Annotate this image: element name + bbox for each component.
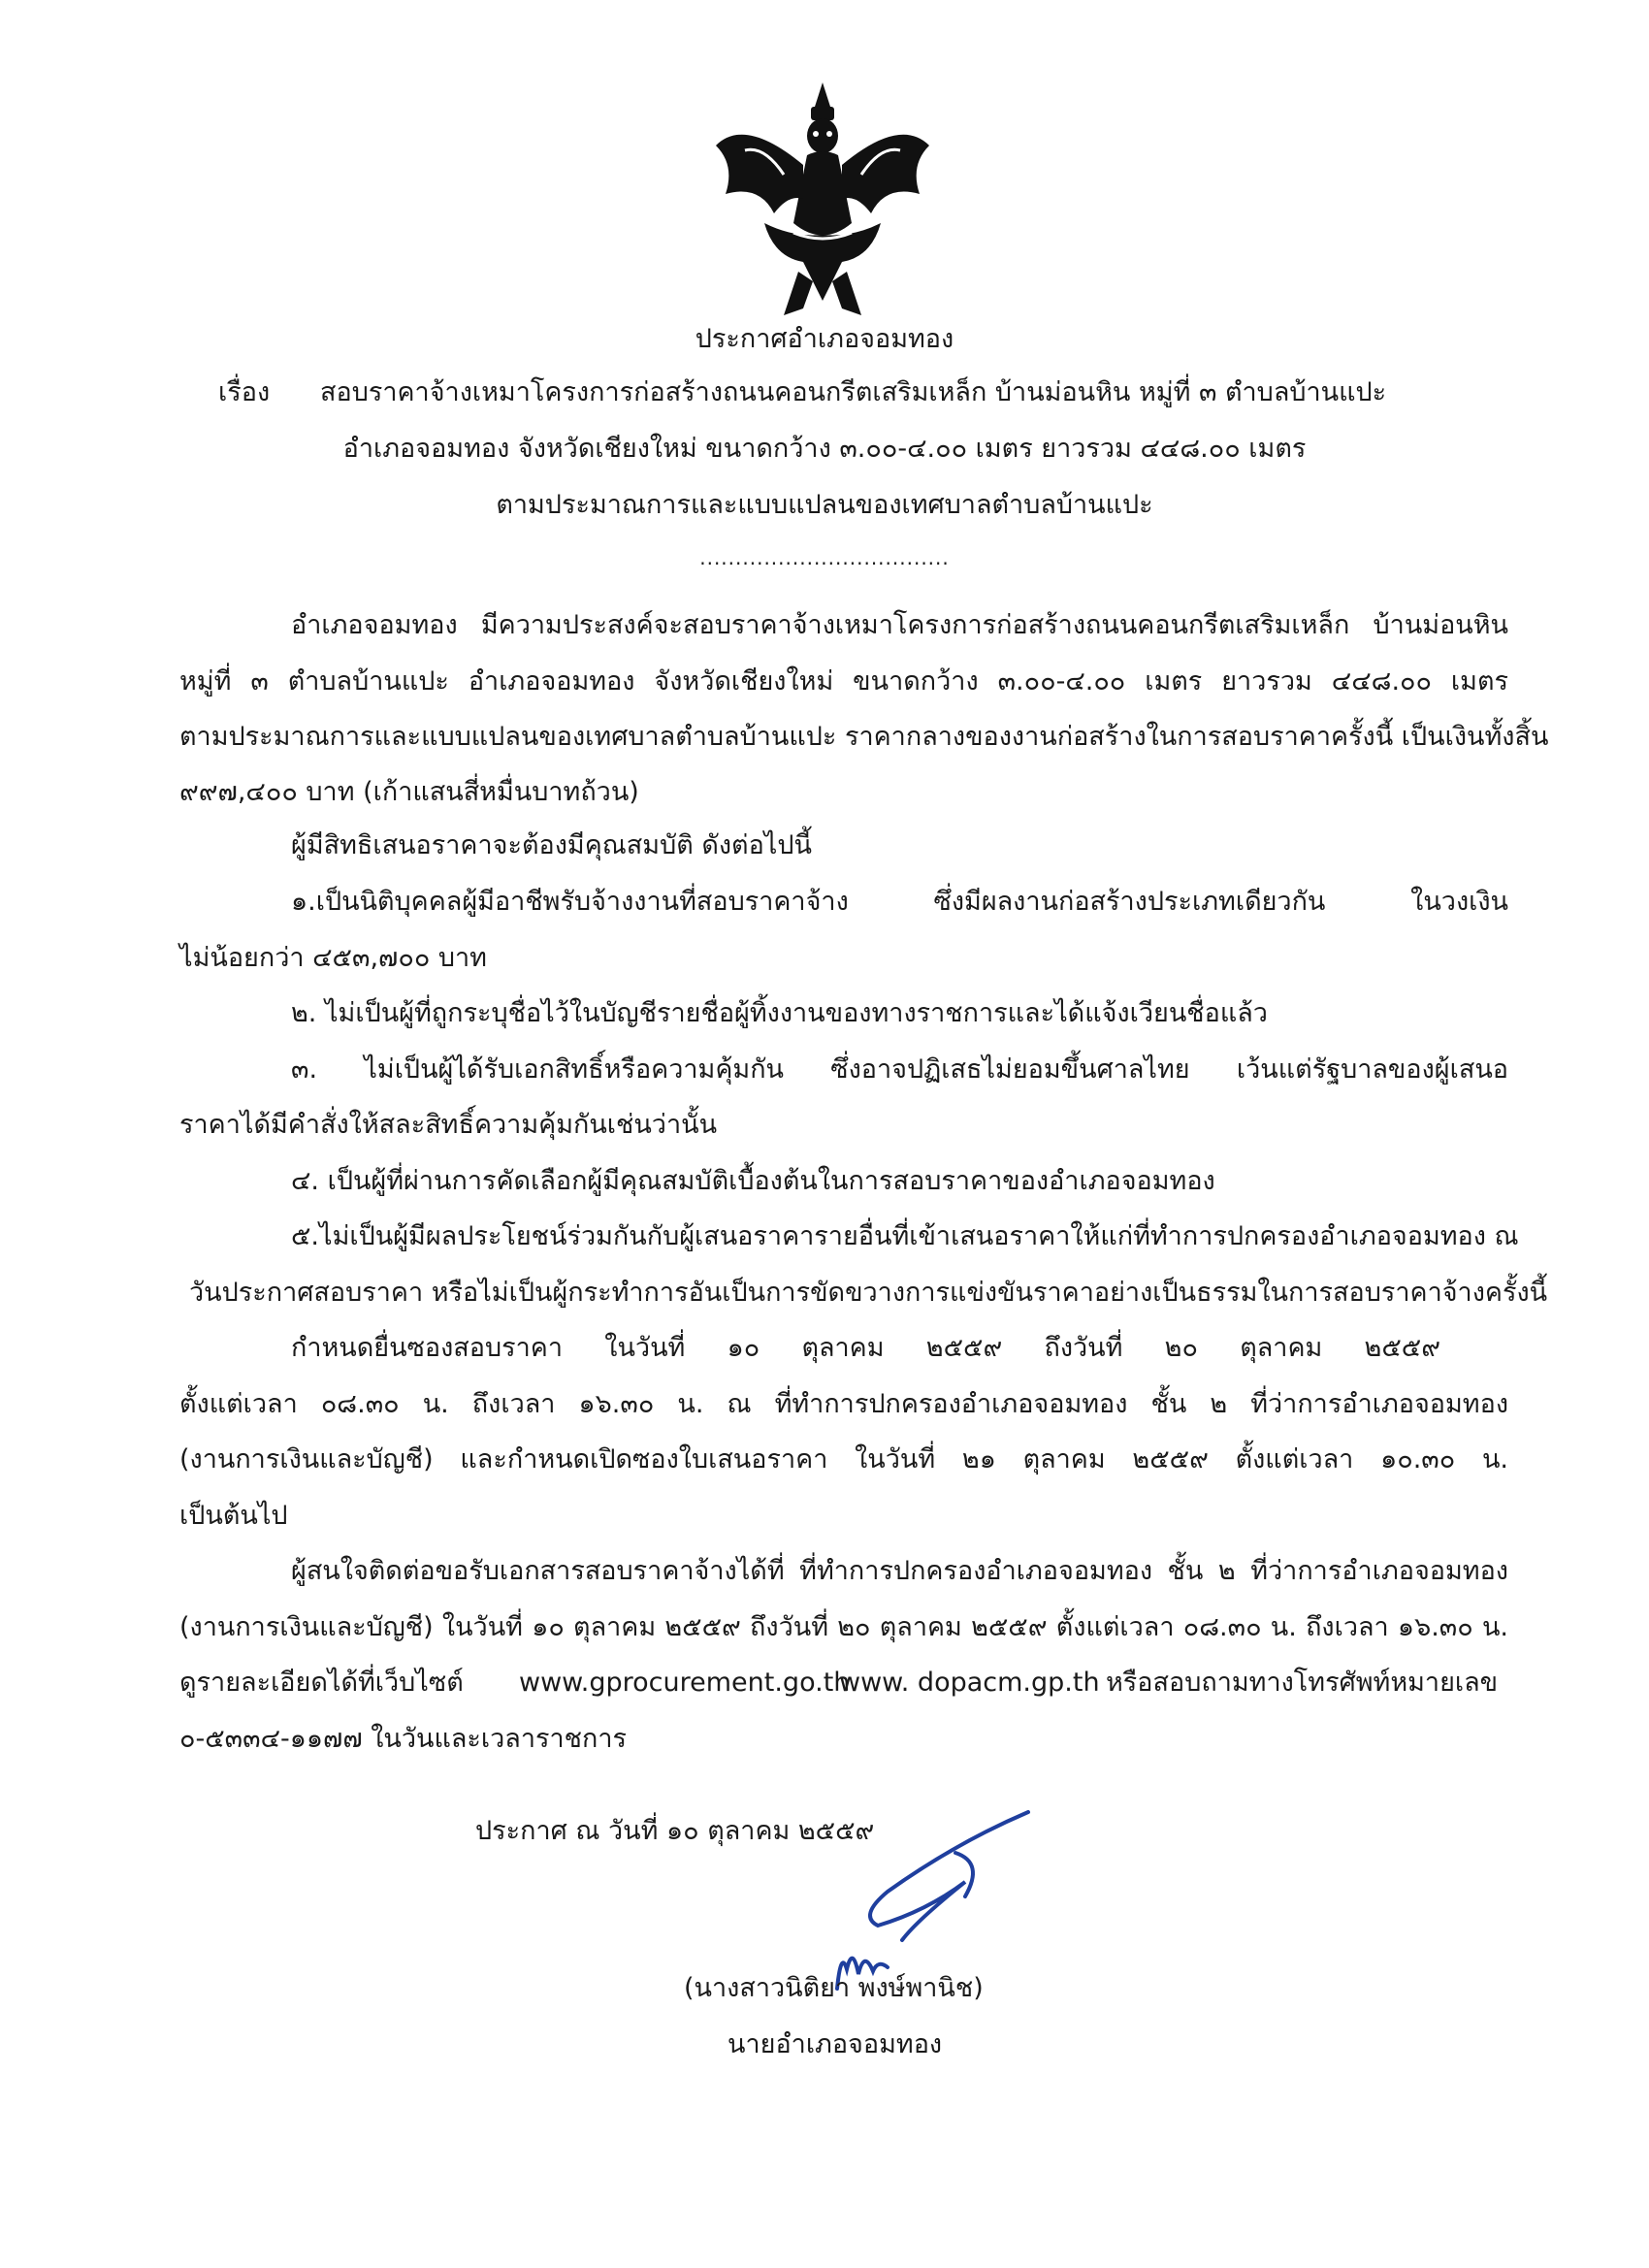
contact-line-2: (งานการเงินและบัญชี) ในวันที่ ๑๐ ตุลาคม ๒๕๕๙ ถึงวันที่ ๒๐ ตุลาคม ๒๕๕๙ ตั้งแต่เวลา ๐๘.๓๐ น. ถึงเวลา ๑๖.๓๐ น. [179, 1612, 1508, 1642]
contact-line-1: ผู้สนใจติดต่อขอรับเอกสารสอบราคาจ้างได้ที่ ที่ทำการปกครองอำเภอจอมทอง ชั้น ๒ ที่ว่าการอำเภอจอมทอง [291, 1556, 1508, 1586]
qualification-1-line-2: ไม่น้อยกว่า ๔๕๓,๗๐๐ บาท [179, 943, 487, 973]
schedule-line-1: กำหนดยื่นซองสอบราคา ในวันที่ ๑๐ ตุลาคม ๒๕๕๙ ถึงวันที่ ๒๐ ตุลาคม ๒๕๕๙ [291, 1333, 1440, 1363]
subject-line-3: ตามประมาณการและแบบแปลนของเทศบาลตำบลบ้านแปะ [496, 490, 1153, 520]
qualification-3-line-1: ๓. ไม่เป็นผู้ได้รับเอกสิทธิ์หรือความคุ้มกัน ซึ่งอาจปฏิเสธไม่ยอมขึ้นศาลไทย เว้นแต่รัฐบาลของผู้เสนอ [291, 1054, 1508, 1085]
body-paragraph-1-line-3: ตามประมาณการและแบบแปลนของเทศบาลตำบลบ้านแปะ ราคากลางของงานก่อสร้างในการสอบราคาครั้งนี้ เป็นเงินทั้งสิ้น [179, 722, 1549, 752]
body-paragraph-1-line-4: ๙๙๗,๔๐๐ บาท (เก้าแสนสี่หมื่นบาทถ้วน) [179, 777, 639, 807]
body-paragraph-1-line-2: หมู่ที่ ๓ ตำบลบ้านแปะ อำเภอจอมทอง จังหวัดเชียงใหม่ ขนาดกว้าง ๓.๐๐-๔.๐๐ เมตร ยาวรวม ๔๔๘.๐๐ เมตร [179, 666, 1508, 697]
subject-label: เรื่อง [218, 377, 271, 407]
separator-dots: ................................... [699, 546, 950, 569]
contact-phone-label: หรือสอบถามทางโทรศัพท์หมายเลข [1106, 1668, 1499, 1698]
qualification-3-line-2: ราคาได้มีคำสั่งให้สละสิทธิ์ความคุ้มกันเช่นว่านั้น [179, 1110, 718, 1140]
qualification-2: ๒. ไม่เป็นผู้ที่ถูกระบุชื่อไว้ในบัญชีรายชื่อผู้ทิ้งงานของทางราชการและได้แจ้งเวียนชื่อแล้ว [291, 998, 1268, 1028]
body-paragraph-1-line-1: อำเภอจอมทอง มีความประสงค์จะสอบราคาจ้างเหมาโครงการก่อสร้างถนนคอนกรีตเสริมเหล็ก บ้านม่อนหิน [291, 610, 1508, 640]
qualification-intro: ผู้มีสิทธิเสนอราคาจะต้องมีคุณสมบัติ ดังต่อไปนี้ [291, 830, 812, 860]
signer-name: (นางสาวนิติยา พงษ์พานิช) [684, 1973, 984, 2003]
schedule-line-4: เป็นต้นไป [179, 1501, 288, 1531]
announcement-title: ประกาศอำเภอจอมทอง [695, 324, 954, 354]
subject-line-2: อำเภอจอมทอง จังหวัดเชียงใหม่ ขนาดกว้าง ๓.๐๐-๔.๐๐ เมตร ยาวรวม ๔๔๘.๐๐ เมตร [342, 434, 1307, 464]
qualification-1-line-1: ๑.เป็นนิติบุคคลผู้มีอาชีพรับจ้างงานที่สอบราคาจ้าง ซึ่งมีผลงานก่อสร้างประเภทเดียวกัน ในวงเงิน [291, 887, 1508, 917]
schedule-line-3: (งานการเงินและบัญชี) และกำหนดเปิดซองใบเสนอราคา ในวันที่ ๒๑ ตุลาคม ๒๕๕๙ ตั้งแต่เวลา ๑๐.๓๐ น. [179, 1444, 1508, 1474]
website-link-gprocurement[interactable]: www.gprocurement.go.th [519, 1668, 851, 1698]
signer-position: นายอำเภอจอมทอง [728, 2029, 943, 2059]
website-link-dopacm[interactable]: www. dopacm.gp.th [839, 1668, 1100, 1698]
schedule-line-2: ตั้งแต่เวลา ๐๘.๓๐ น. ถึงเวลา ๑๖.๓๐ น. ณ ที่ทำการปกครองอำเภอจอมทอง ชั้น ๒ ที่ว่าการอำเภอจอมทอง [179, 1389, 1508, 1419]
subject-line-1: สอบราคาจ้างเหมาโครงการก่อสร้างถนนคอนกรีตเสริมเหล็ก บ้านม่อนหิน หมู่ที่ ๓ ตำบลบ้านแปะ [320, 377, 1387, 407]
qualification-5-line-1: ๕.ไม่เป็นผู้มีผลประโยชน์ร่วมกันกับผู้เสนอราคารายอื่นที่เข้าเสนอราคาให้แก่ที่ทำการปกครองอำเภอจอมทอง ณ [291, 1221, 1519, 1251]
qualification-4: ๔. เป็นผู้ที่ผ่านการคัดเลือกผู้มีคุณสมบัติเบื้องต้นในการสอบราคาของอำเภอจอมทอง [291, 1166, 1215, 1196]
qualification-5-line-2: วันประกาศสอบราคา หรือไม่เป็นผู้กระทำการอันเป็นการขัดขวางการแข่งขันราคาอย่างเป็นธรรมในการสอบราคาจ้างครั้งนี้ [189, 1278, 1548, 1308]
contact-website-label: ดูรายละเอียดได้ที่เว็บไซต์ [179, 1668, 464, 1698]
announce-date: ประกาศ ณ วันที่ ๑๐ ตุลาคม ๒๕๕๙ [475, 1816, 875, 1846]
contact-line-4: ๐-๕๓๓๔-๑๑๗๗ ในวันและเวลาราชการ [179, 1724, 628, 1754]
garuda-emblem-icon [706, 78, 939, 320]
